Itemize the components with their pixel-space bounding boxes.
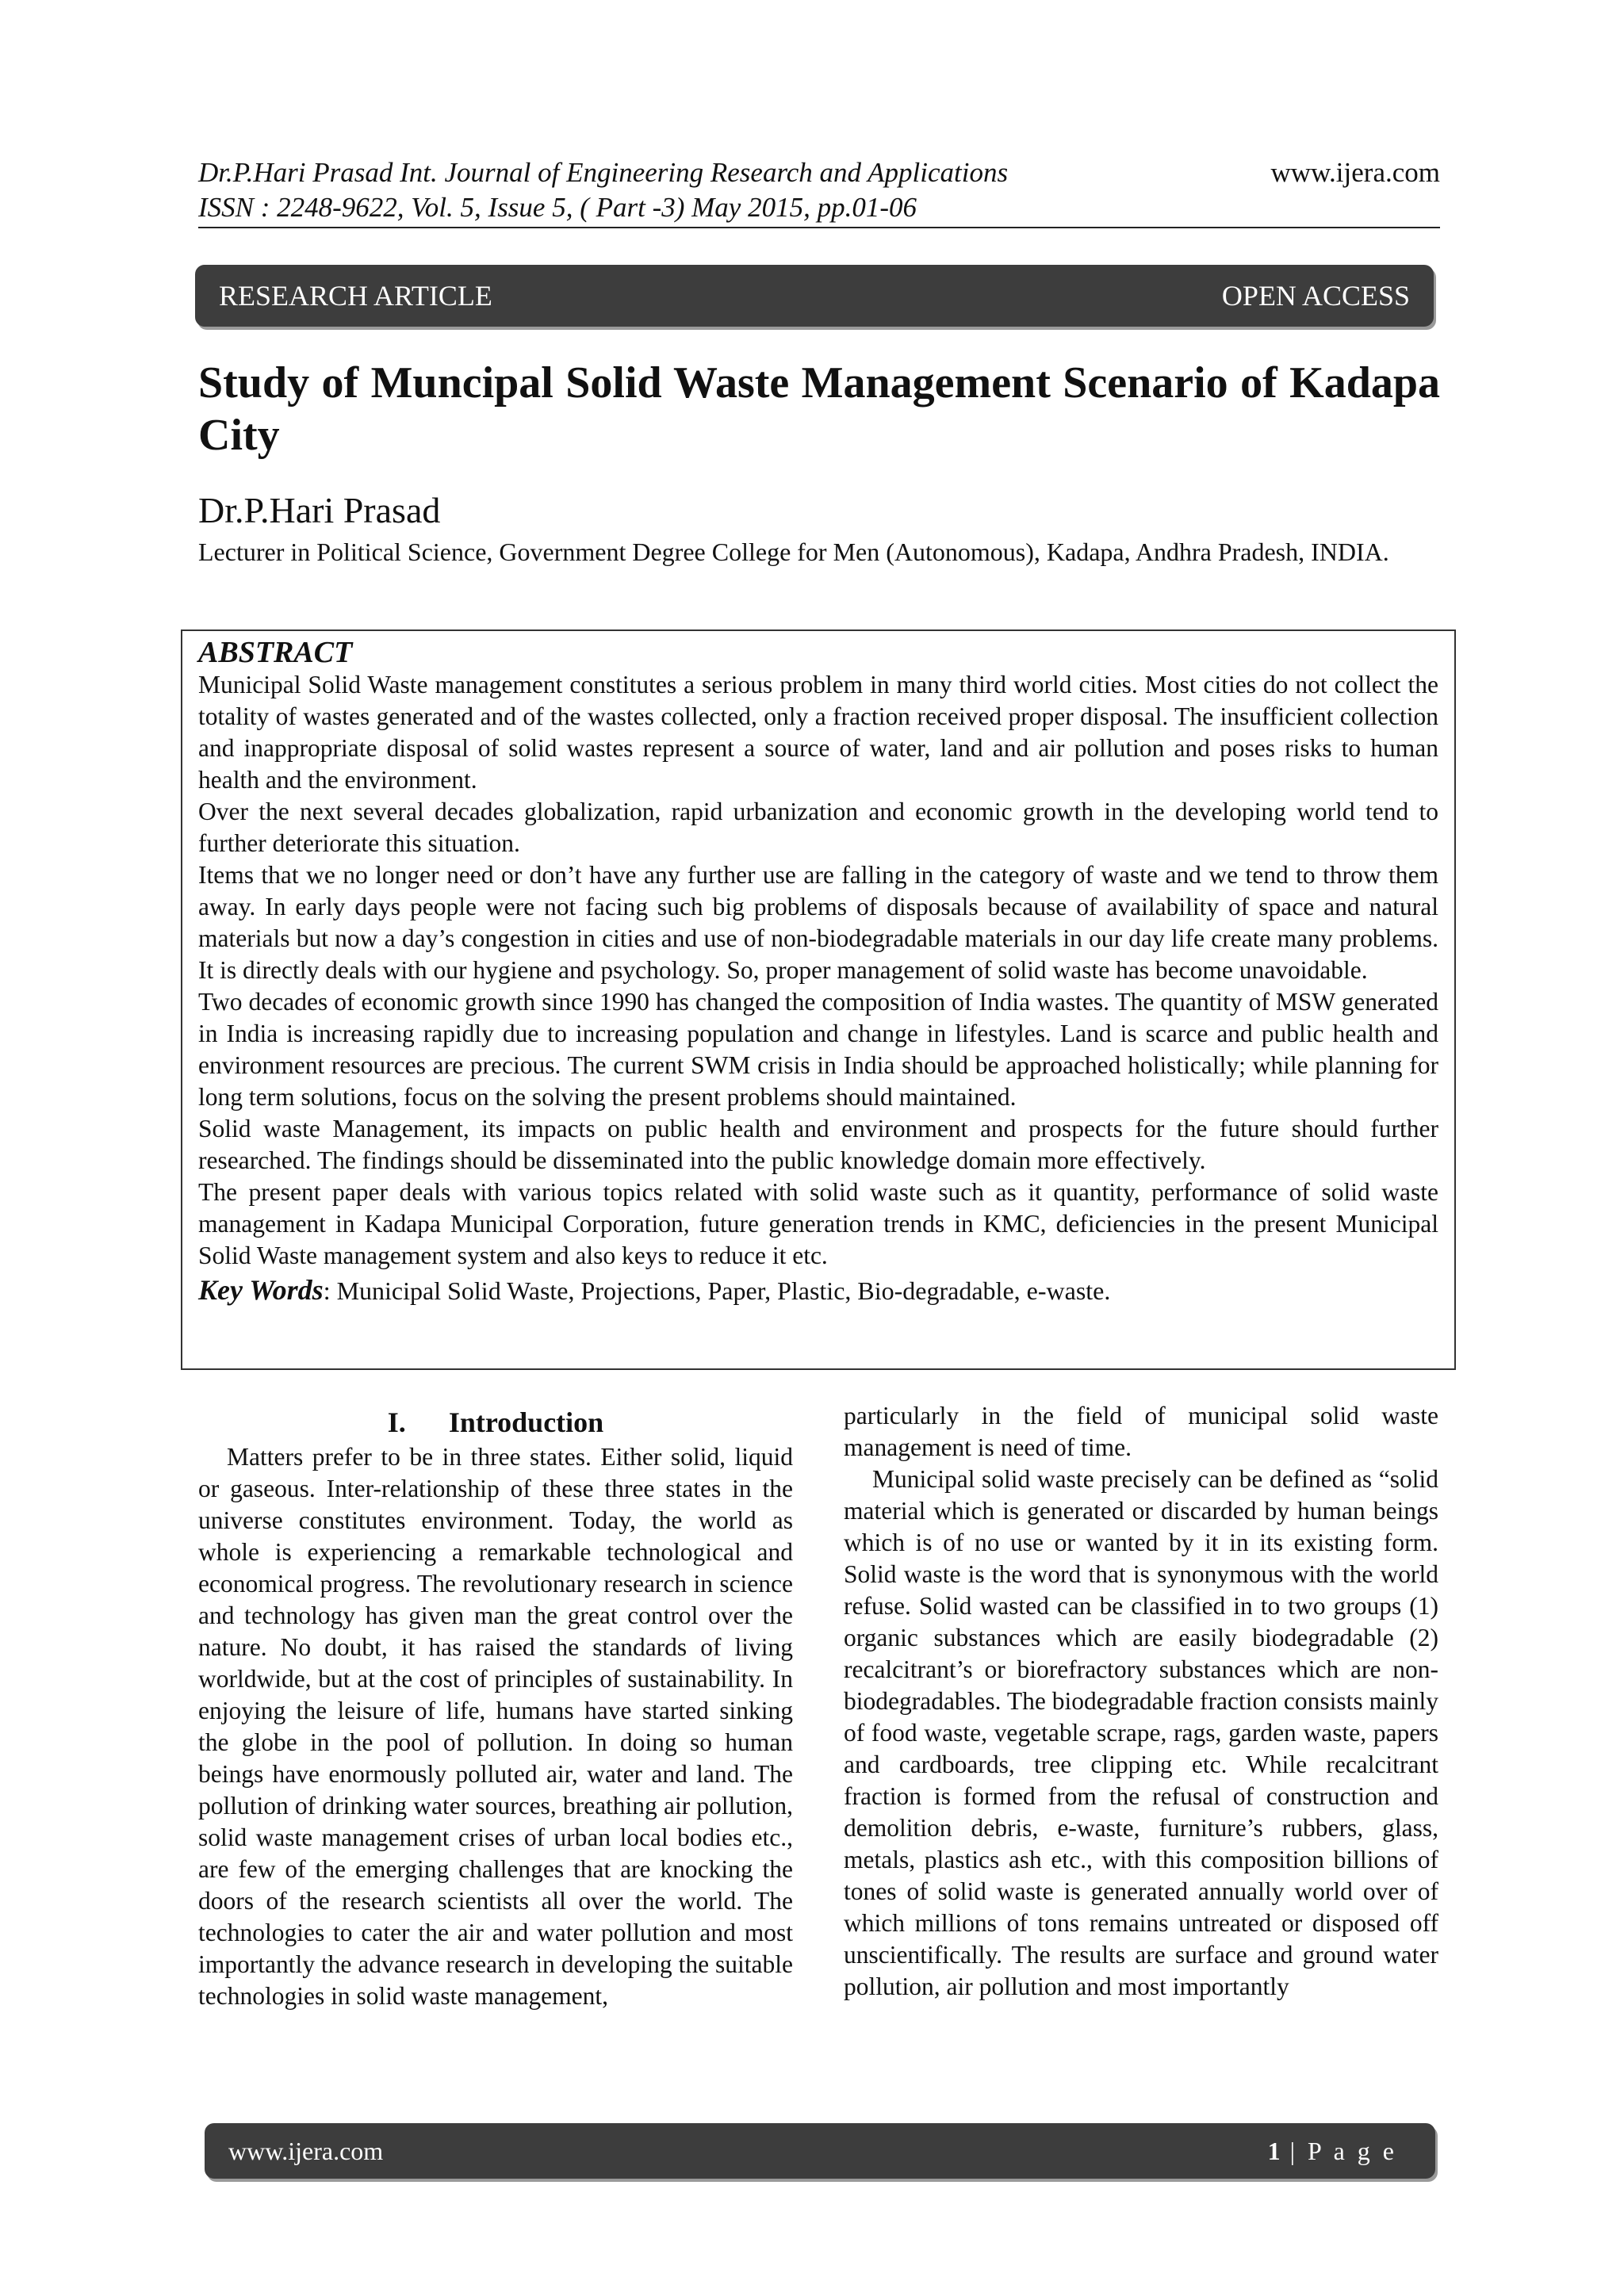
abstract-box (181, 629, 1456, 1370)
page-number (1268, 2123, 1397, 2179)
abstract-paragraph: Solid waste Management, its impacts on public health and environment and prospects for the future should further researched. The findings should be disseminated into the public knowledge domain more effectively. (198, 1115, 1438, 1174)
header-website-link[interactable]: www.ijera.com (1270, 157, 1440, 188)
abstract-paragraph: Two decades of economic growth since 1990 has changed the composition of India wastes. The quantity of MSW generated in India is increasing rapidly due to increasing population and change in lifestyles. Land is scarce and public health and environment resources are precious. The current SWM crisis in India should be approached holistically; while planning for long term solutions, focus on the solving the present problems should maintained. (198, 988, 1438, 1111)
section-heading-introduction (198, 1405, 793, 1440)
keywords-text: : Municipal Solid Waste, Projections, Paper, Plastic, Bio-degradable, e-waste. (323, 1276, 1111, 1305)
body-column-right (844, 1400, 1438, 2003)
abstract-paragraph: The present paper deals with various topics related with solid waste such as it quantity, performance of solid waste management in Kadapa Municipal Corporation, future generation trends in KMC, deficiencies in the present Municipal Solid Waste management system and also keys to reduce it etc. (198, 1178, 1438, 1269)
body-paragraph: Municipal solid waste precisely can be defined as “solid material which is generated or discarded by human beings which is of no use or wanted by it in its existing form. Solid waste is the word that is synonymous with the world refuse. Solid wasted can be classified in to two groups (1) organic substances which are easily biodegradable (2) recalcitrant’s or biorefractory substances which are non-biodegradables. The biodegradable fraction consists mainly of food waste, vegetable scrape, rags, garden waste, papers and cardboards, tree clipping etc. While recalcitrant fraction is formed from the refusal of construction and demolition debris, e-waste, furniture’s rubbers, glass, metals, plastics ash etc., with this composition billions of tones of solid waste is generated annually world over of which millions of tons remains untreated or disposed off unscientifically. The results are surface and ground water pollution, air pollution and most importantly (844, 1465, 1438, 2000)
abstract-paragraph: Items that we no longer need or don’t have any further use are falling in the category of waste and we tend to throw them away. In early days people were not facing such big problems of disposals because of availability of space and natural materials but now a day’s congestion in cities and use of non-biodegradable materials in our day life create many problems. It is directly deals with our hygiene and psychology. So, proper management of solid waste has become unavoidable. (198, 861, 1438, 984)
author-affiliation: Lecturer in Political Science, Government Degree College for Men (Autonomous), Kadapa, Andhra Pradesh, INDIA. (198, 538, 1389, 566)
article-type-banner (195, 265, 1434, 327)
issn-line: ISSN : 2248-9622, Vol. 5, Issue 5, ( Part -3) May 2015, pp.01-06 (198, 192, 917, 223)
page-number-value: 1 (1267, 2137, 1281, 2165)
footer-website-link[interactable]: www.ijera.com (228, 2137, 384, 2165)
journal-line: Dr.P.Hari Prasad Int. Journal of Engineering Research and Applications (198, 157, 1009, 188)
page-label: | P a g e (1280, 2137, 1397, 2165)
abstract-heading: ABSTRACT (198, 636, 353, 669)
page-footer (205, 2123, 1435, 2179)
header-divider (198, 227, 1440, 228)
research-article-label: RESEARCH ARTICLE (219, 280, 492, 312)
abstract-paragraph: Over the next several decades globalization, rapid urbanization and economic growth in the developing world tend to further deteriorate this situation. (198, 798, 1438, 857)
body-paragraph: Matters prefer to be in three states. Either solid, liquid or gaseous. Inter-relationship of these three states in the universe constitutes environment. Today, the world as whole is experiencing a remarkable technological and economical progress. The revolutionary research in science and technology has given man the great control over the nature. No doubt, it has raised the standards of living worldwide, but at the cost of principles of sustainability. In enjoying the leisure of life, humans have started sinking the globe in the pool of pollution. In doing so human beings have enormously polluted air, water and land. The pollution of drinking water sources, breathing air pollution, solid waste management crises of urban local bodies etc., are few of the emerging challenges that are knocking the doors of the research scientists all over the world. The technologies to cater the air and water pollution and most importantly the advance research in developing the suitable technologies in solid waste management, (198, 1443, 793, 2010)
author-name: Dr.P.Hari Prasad (198, 490, 441, 530)
section-number: I. (387, 1406, 406, 1438)
keywords-label: Key Words (198, 1274, 324, 1306)
open-access-label: OPEN ACCESS (1221, 280, 1410, 312)
abstract-paragraph: Municipal Solid Waste management constitutes a serious problem in many third world cities. Most cities do not collect the totality of wastes generated and of the wastes collected, only a fraction received proper disposal. The insufficient collection and inappropriate disposal of solid wastes represent a source of water, land and air pollution and poses risks to human health and the environment. (198, 671, 1438, 794)
paper-title: Study of Muncipal Solid Waste Management Scenario of Kadapa City (198, 358, 1440, 460)
running-header (198, 155, 1440, 225)
keywords-line (198, 1273, 1438, 1307)
body-paragraph-continued: particularly in the field of municipal solid waste management is need of time. (844, 1402, 1438, 1461)
body-column-left (198, 1405, 793, 2012)
section-title: Introduction (448, 1406, 604, 1438)
